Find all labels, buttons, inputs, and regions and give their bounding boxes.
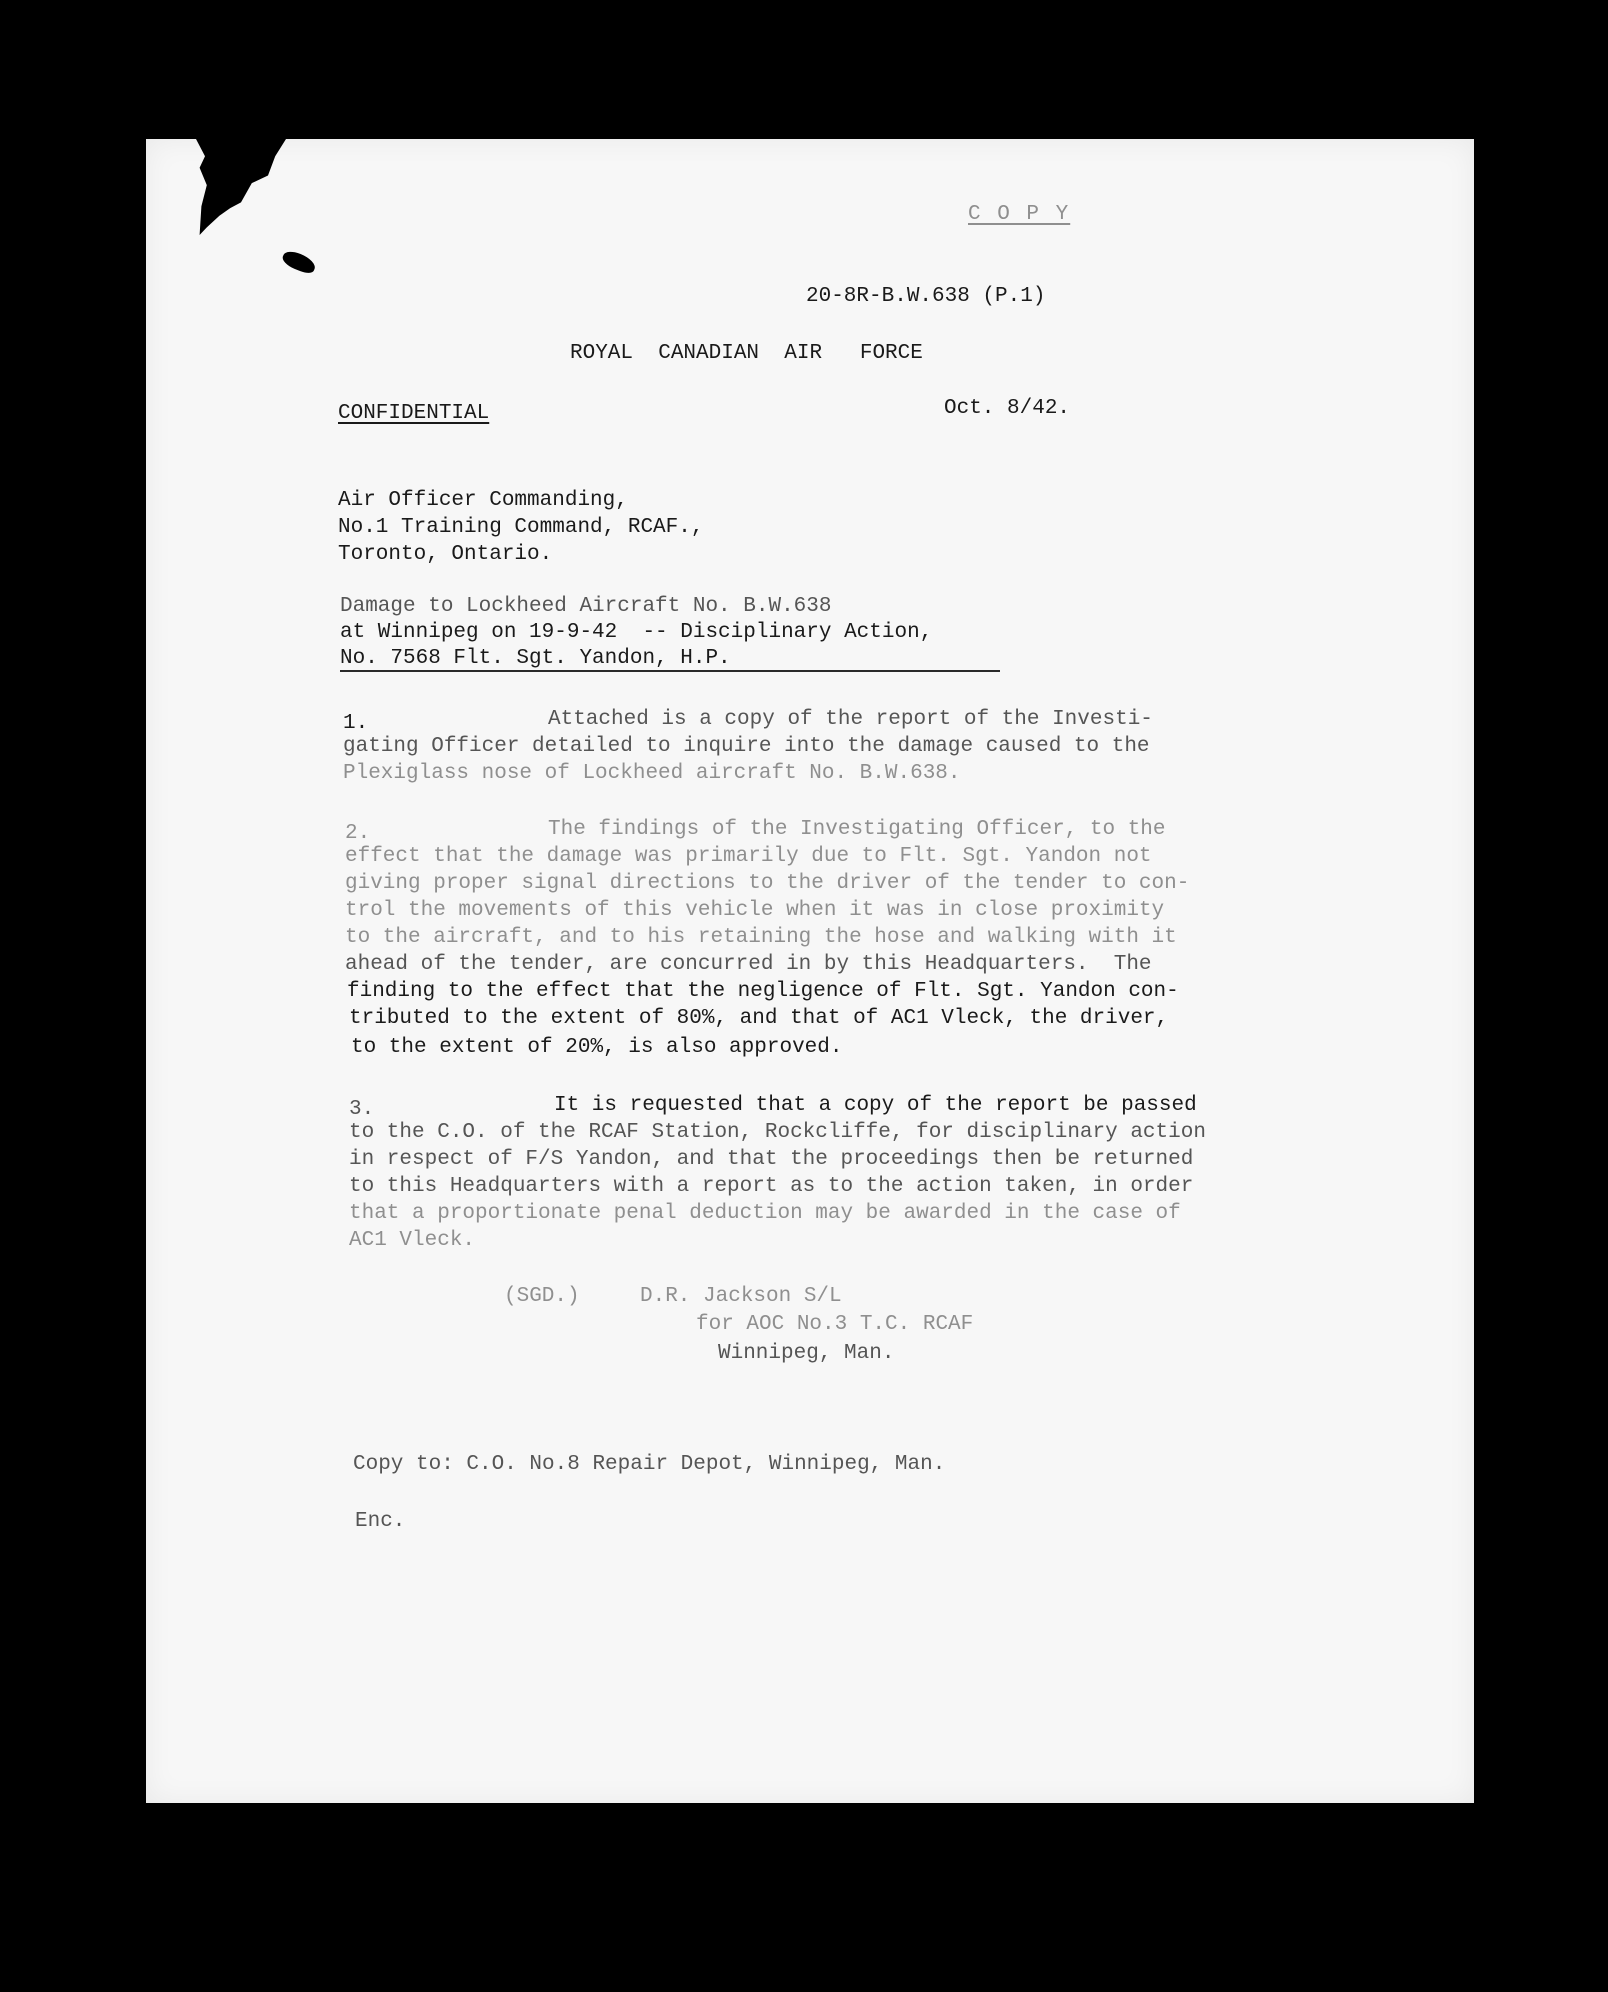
paragraph-line: to the extent of 20%, is also approved. [351,1036,843,1059]
paragraph-line: ahead of the tender, are concurred in by this Headquarters. The [345,953,1152,976]
addressee-line: Air Officer Commanding, [338,489,628,512]
paragraph-line: that a proportionate penal deduction may be awarded in the case of [349,1202,1181,1225]
copy-mark: C O P Y [968,203,1071,226]
paragraph-line: tributed to the extent of 80%, and that of AC1 Vleck, the driver, [349,1007,1169,1030]
signature-sgd: (SGD.) [504,1285,580,1308]
paragraph-number: 1. [343,712,369,735]
subject-underline [340,670,1000,672]
paragraph-number: 2. [345,822,371,845]
paragraph-line: trol the movements of this vehicle when it was in close proximity [345,899,1165,922]
letter-date: Oct. 8/42. [944,397,1071,420]
paragraph-line: The findings of the Investigating Officer, to the [548,818,1166,841]
paragraph-line: gating Officer detailed to inquire into the damage caused to the [343,735,1150,758]
enclosure-note: Enc. [355,1510,406,1533]
paragraph-line: AC1 Vleck. [349,1229,476,1252]
paragraph-line: It is requested that a copy of the report be passed [554,1094,1197,1117]
paragraph-line: to this Headquarters with a report as to the action taken, in order [349,1175,1194,1198]
file-reference: 20-8R-B.W.638 (P.1) [806,285,1046,308]
organization-heading: ROYAL CANADIAN AIR FORCE [570,342,923,365]
copy-to-line: Copy to: C.O. No.8 Repair Depot, Winnipeg, Man. [353,1453,946,1476]
addressee-line: No.1 Training Command, RCAF., [338,516,704,539]
classification-label: CONFIDENTIAL [338,402,490,425]
paragraph-line: effect that the damage was primarily due to Flt. Sgt. Yandon not [345,845,1152,868]
subject-line: Damage to Lockheed Aircraft No. B.W.638 [340,595,832,618]
subject-line: No. 7568 Flt. Sgt. Yandon, H.P. [340,647,731,670]
paragraph-line: giving proper signal directions to the driver of the tender to con- [345,872,1190,895]
paragraph-line: Attached is a copy of the report of the Investi- [548,708,1153,731]
paragraph-line: finding to the effect that the negligence of Flt. Sgt. Yandon con- [347,980,1179,1003]
paragraph-number: 3. [349,1098,375,1121]
paragraph-line: in respect of F/S Yandon, and that the proceedings then be returned [349,1148,1194,1171]
addressee-line: Toronto, Ontario. [338,543,553,566]
signature-location: Winnipeg, Man. [718,1342,895,1365]
paragraph-line: Plexiglass nose of Lockheed aircraft No. B.W.638. [343,762,961,785]
paragraph-line: to the aircraft, and to his retaining the hose and walking with it [345,926,1177,949]
subject-line: at Winnipeg on 19-9-42 -- Disciplinary Action, [340,621,933,644]
signature-for-line: for AOC No.3 T.C. RCAF [696,1313,974,1336]
signature-name: D.R. Jackson S/L [640,1285,842,1308]
paragraph-line: to the C.O. of the RCAF Station, Rockcliffe, for disciplinary action [349,1121,1206,1144]
